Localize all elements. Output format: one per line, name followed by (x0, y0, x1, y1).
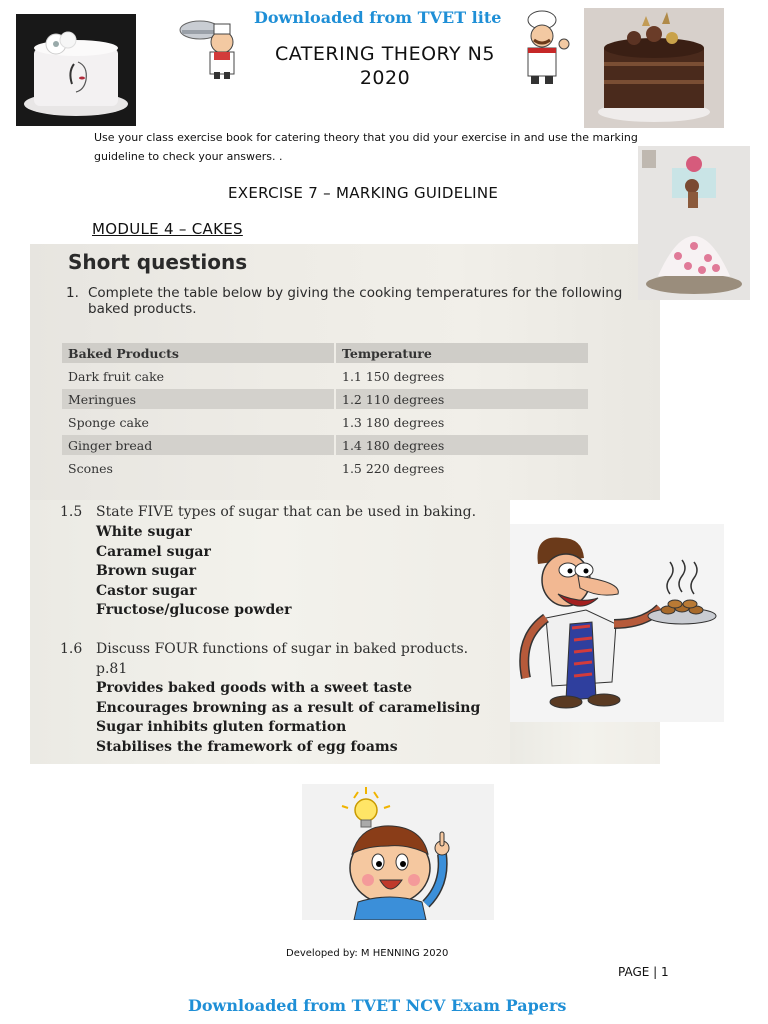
answer-line: Castor sugar (96, 582, 197, 599)
question-1-text: Complete the table below by giving the cooking temperatures for the following baked products. (88, 285, 623, 317)
table-header-products: Baked Products (62, 343, 334, 363)
cartoon-boy-idea-bulb (302, 784, 494, 920)
table-cell-temperature: 1.5 220 degrees (342, 460, 445, 476)
answer-line: Sugar inhibits gluten formation (96, 719, 347, 735)
table-cell-product: Meringues (62, 389, 334, 409)
table-cell-product: Sponge cake (68, 414, 149, 430)
white-cake-photo (16, 14, 136, 126)
question-1-5-text: State FIVE types of sugar that can be used in baking. (96, 504, 477, 520)
answer-line: Caramel sugar (96, 543, 211, 560)
top-banner: Downloaded from TVET lite (254, 8, 502, 27)
table-row (62, 366, 588, 386)
baked-products-table (60, 340, 590, 481)
table-cell-temperature: 1.1 150 degrees (342, 368, 445, 384)
table-cell-product: Scones (68, 460, 113, 476)
answer-line: Brown sugar (96, 563, 196, 579)
document-title (255, 42, 515, 90)
question-1-5-answers (96, 523, 292, 621)
table-cell-temperature: 1.2 110 degrees (336, 389, 588, 409)
exercise-title: EXERCISE 7 – MARKING GUIDELINE (228, 184, 499, 202)
question-1-6-text: Discuss FOUR functions of sugar in baked products. (96, 641, 469, 657)
title-line-1: CATERING THEORY N5 (275, 43, 495, 65)
question-1-6-number: 1.6 (60, 641, 83, 657)
developed-by: Developed by: M HENNING 2020 (286, 948, 449, 959)
question-1-6-page-ref: p.81 (96, 661, 128, 677)
answer-line: Encourages browning as a result of caramelising (96, 699, 481, 716)
question-1-5-number: 1.5 (60, 504, 83, 520)
table-row (62, 435, 588, 455)
table-row (62, 458, 588, 478)
chocolate-cake-photo (584, 8, 724, 128)
cartoon-man-with-cookies (510, 524, 724, 722)
table-row (62, 412, 588, 432)
answer-line: Provides baked goods with a sweet taste (96, 680, 413, 696)
doll-cake-photo (638, 146, 750, 300)
question-1-number: 1. (66, 285, 79, 301)
scanned-page-lower-right (510, 722, 660, 764)
answer-line: White sugar (96, 524, 192, 540)
instruction-text: Use your class exercise book for catering theory that you did your exercise in and use the marking guideline to check your answers. . (94, 131, 638, 163)
chef-waiter-illustration (178, 14, 250, 80)
answer-line: Fructose/glucose powder (96, 602, 292, 618)
bottom-banner: Downloaded from TVET NCV Exam Papers (188, 996, 567, 1015)
table-header-temperature: Temperature (336, 343, 588, 363)
answer-line: Stabilises the framework of egg foams (96, 738, 398, 755)
module-title: MODULE 4 – CAKES (92, 220, 243, 238)
table-cell-product: Ginger bread (62, 435, 334, 455)
table-cell-temperature: 1.3 180 degrees (342, 414, 445, 430)
table-cell-temperature: 1.4 180 degrees (336, 435, 588, 455)
chef-thumbs-up-illustration (514, 10, 576, 86)
question-1-6-answers (96, 679, 480, 757)
short-questions-heading: Short questions (68, 250, 248, 274)
page-number: PAGE | 1 (618, 965, 669, 979)
table-row (62, 389, 588, 409)
title-line-2: 2020 (359, 67, 411, 89)
table-cell-product: Dark fruit cake (68, 368, 165, 384)
